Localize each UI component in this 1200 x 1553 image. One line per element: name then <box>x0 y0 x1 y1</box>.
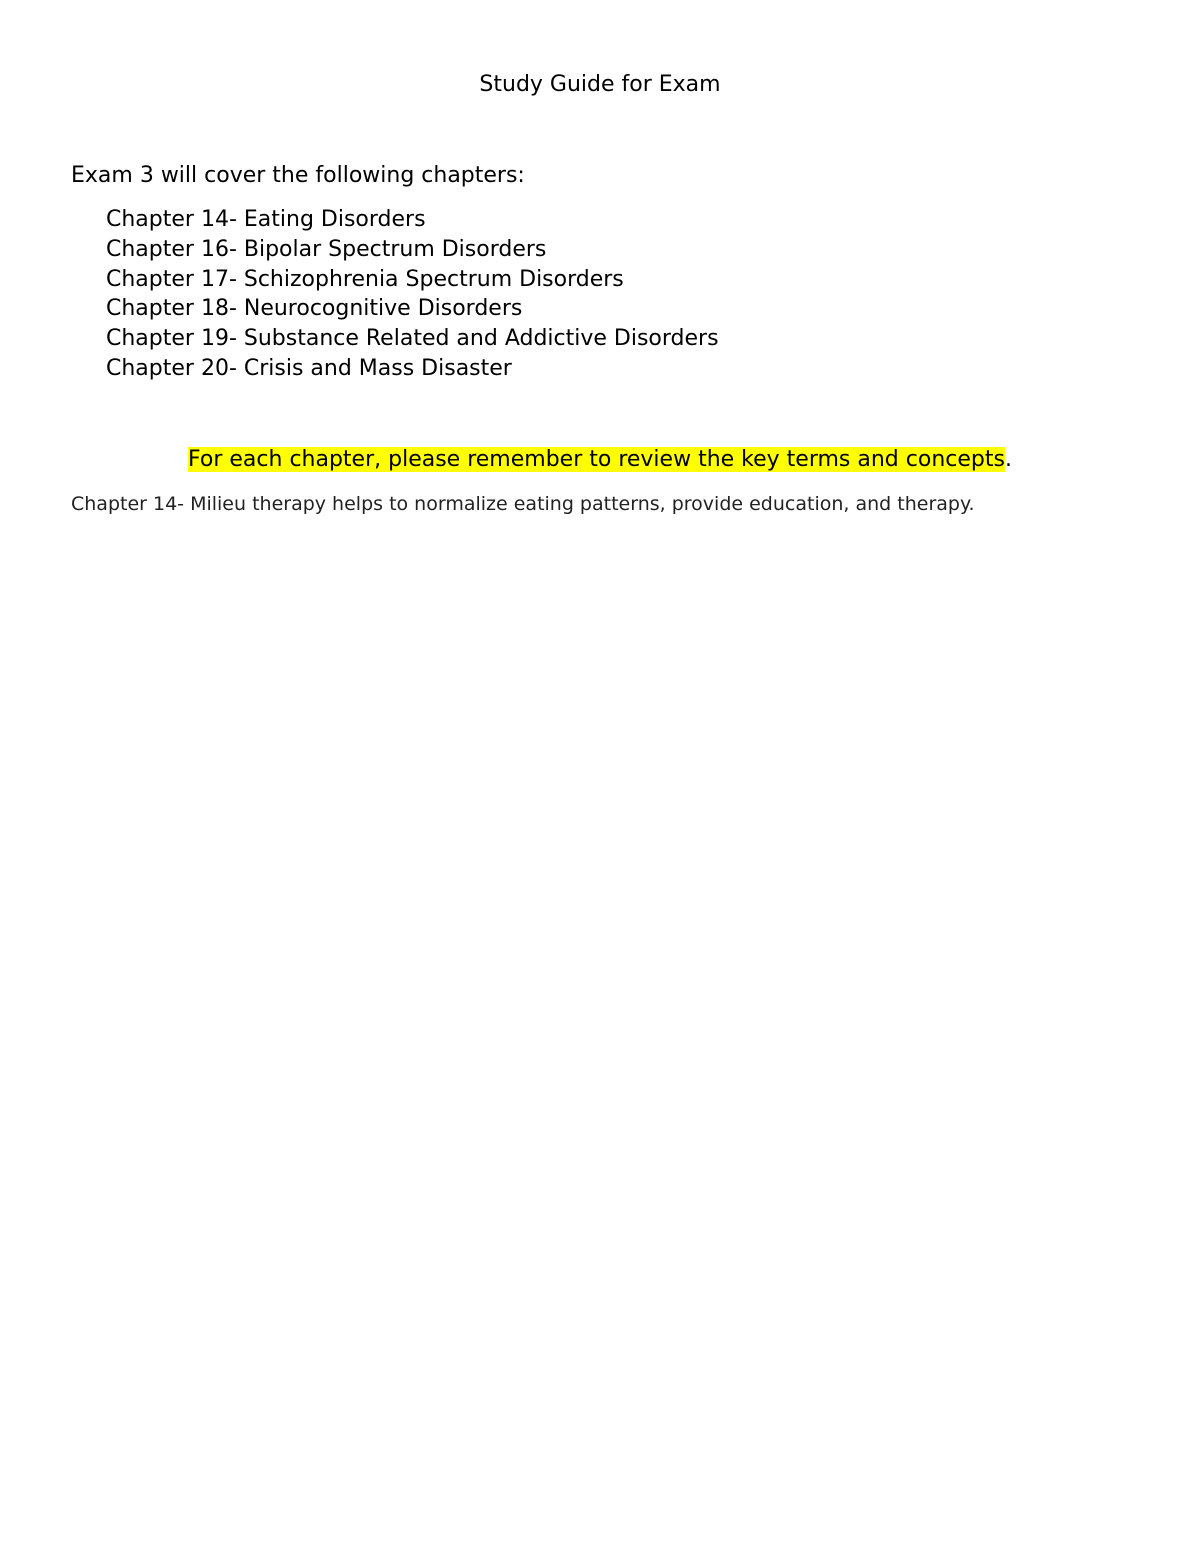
document-title: Study Guide for Exam <box>479 72 721 97</box>
chapter-list-item: Chapter 18- Neurocognitive Disorders <box>106 296 523 322</box>
highlighted-reminder-text: For each chapter, please remember to review the key terms and concepts <box>188 447 1005 472</box>
reminder-period: . <box>1004 447 1012 472</box>
review-reminder <box>0 445 1200 475</box>
chapter-list-item: Chapter 16- Bipolar Spectrum Disorders <box>106 236 547 262</box>
chapter-list-item: Chapter 17- Schizophrenia Spectrum Disorders <box>106 266 624 292</box>
chapter-list-item: Chapter 19- Substance Related and Addictive Disorders <box>106 326 719 352</box>
chapter-note: Chapter 14- Milieu therapy helps to normalize eating patterns, provide education, and therapy. <box>71 493 975 515</box>
chapter-list <box>106 205 719 384</box>
exam-coverage-intro: Exam 3 will cover the following chapters: <box>71 163 525 188</box>
chapter-list-item: Chapter 14- Eating Disorders <box>106 207 426 232</box>
chapter-list-item: Chapter 20- Crisis and Mass Disaster <box>106 355 512 381</box>
